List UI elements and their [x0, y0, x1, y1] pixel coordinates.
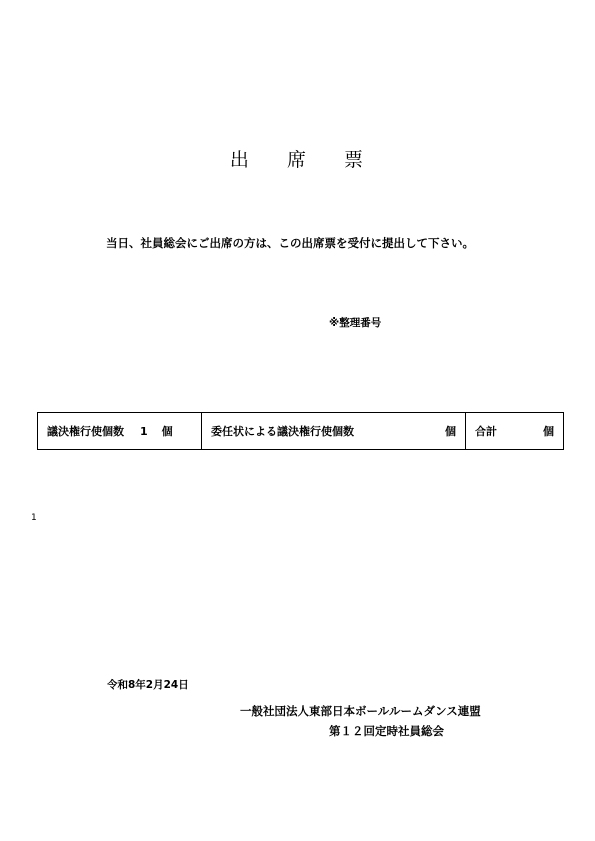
instruction-text: 当日、社員総会にご出席の方は、この出席票を受付に提出して下さい。 — [106, 236, 474, 250]
voting-rights-table — [37, 412, 564, 450]
page-title — [0, 145, 595, 172]
own-votes-count: 1 — [140, 425, 148, 438]
own-votes-label: 議決権行使個数 — [47, 425, 124, 438]
meeting-name: 第１２回定時社員総会 — [329, 724, 444, 738]
organization-name: 一般社団法人東部日本ボールルームダンス連盟 — [240, 704, 481, 718]
own-votes-cell — [38, 413, 202, 450]
title-char: 票 — [344, 149, 366, 171]
title-char: 席 — [286, 149, 308, 171]
table-row — [38, 413, 564, 450]
page-number: 1 — [31, 513, 37, 523]
total-votes-cell — [466, 413, 564, 450]
total-votes-label: 合計 — [475, 425, 497, 438]
title-char: 出 — [229, 149, 251, 171]
total-votes-unit: 個 — [543, 425, 554, 438]
date: 令和8年2月24日 — [107, 679, 189, 691]
proxy-votes-label: 委任状による議決権行使個数 — [211, 425, 354, 438]
own-votes-unit: 個 — [161, 425, 173, 438]
proxy-votes-cell — [202, 413, 466, 450]
serial-number-label: ※整理番号 — [329, 317, 382, 329]
proxy-votes-unit: 個 — [445, 425, 456, 438]
